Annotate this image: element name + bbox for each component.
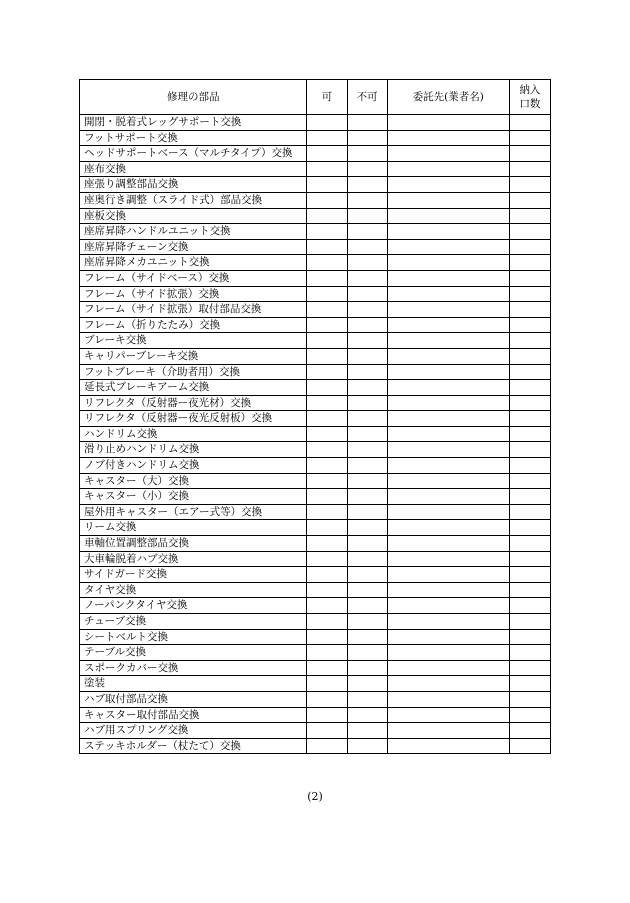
part-name-cell: スポークカバー交換 — [80, 660, 307, 676]
ng-check-cell[interactable] — [347, 255, 387, 271]
header-qty-line1: 納入 — [519, 84, 541, 96]
ok-check-cell[interactable] — [307, 442, 347, 458]
part-name-cell: 座席昇降ハンドルユニット交換 — [80, 224, 307, 240]
ng-check-cell[interactable] — [347, 598, 387, 614]
ok-check-cell[interactable] — [307, 333, 347, 349]
quantity-cell[interactable] — [509, 458, 550, 474]
vendor-cell[interactable] — [387, 317, 509, 333]
table-row — [80, 317, 551, 333]
part-name-cell: キャスター（小）交換 — [80, 489, 307, 505]
ok-check-cell[interactable] — [307, 645, 347, 661]
ng-check-cell[interactable] — [347, 567, 387, 583]
table-row — [80, 364, 551, 380]
ng-check-cell[interactable] — [347, 348, 387, 364]
ng-check-cell[interactable] — [347, 426, 387, 442]
quantity-cell[interactable] — [509, 629, 550, 645]
part-name-cell: ハブ取付部品交換 — [80, 691, 307, 707]
table-row — [80, 208, 551, 224]
ng-check-cell[interactable] — [347, 551, 387, 567]
vendor-cell[interactable] — [387, 723, 509, 739]
part-name-cell: リーム交換 — [80, 520, 307, 536]
ok-check-cell[interactable] — [307, 255, 347, 271]
quantity-cell[interactable] — [509, 333, 550, 349]
ok-check-cell[interactable] — [307, 551, 347, 567]
vendor-cell[interactable] — [387, 364, 509, 380]
vendor-cell[interactable] — [387, 520, 509, 536]
ok-check-cell[interactable] — [307, 520, 347, 536]
table-header-row — [80, 80, 551, 115]
ng-check-cell[interactable] — [347, 504, 387, 520]
quantity-cell[interactable] — [509, 582, 550, 598]
part-name-cell: ステッキホルダー（杖たて）交換 — [80, 738, 307, 754]
vendor-cell[interactable] — [387, 645, 509, 661]
quantity-cell[interactable] — [509, 567, 550, 583]
ok-check-cell[interactable] — [307, 317, 347, 333]
quantity-cell[interactable] — [509, 738, 550, 754]
table-row — [80, 333, 551, 349]
ok-check-cell[interactable] — [307, 707, 347, 723]
ok-check-cell[interactable] — [307, 582, 347, 598]
quantity-cell[interactable] — [509, 270, 550, 286]
ng-check-cell[interactable] — [347, 520, 387, 536]
part-name-cell: 延長式ブレーキアーム交換 — [80, 380, 307, 396]
part-name-cell: フットブレーキ（介助者用）交換 — [80, 364, 307, 380]
table-row — [80, 582, 551, 598]
ng-check-cell[interactable] — [347, 317, 387, 333]
part-name-cell: フットサポート交換 — [80, 130, 307, 146]
table-row — [80, 115, 551, 131]
ok-check-cell[interactable] — [307, 208, 347, 224]
table-row — [80, 567, 551, 583]
ok-check-cell[interactable] — [307, 348, 347, 364]
ng-check-cell[interactable] — [347, 395, 387, 411]
vendor-cell[interactable] — [387, 395, 509, 411]
part-name-cell: リフレクタ（反射器ー夜光反射板）交換 — [80, 411, 307, 427]
ok-check-cell[interactable] — [307, 614, 347, 630]
vendor-cell[interactable] — [387, 691, 509, 707]
part-name-cell: 屋外用キャスター（エアー式等）交換 — [80, 504, 307, 520]
part-name-cell: 座席昇降メカユニット交換 — [80, 255, 307, 271]
ok-check-cell[interactable] — [307, 489, 347, 505]
ok-check-cell[interactable] — [307, 676, 347, 692]
ok-check-cell[interactable] — [307, 302, 347, 318]
vendor-cell[interactable] — [387, 255, 509, 271]
vendor-cell[interactable] — [387, 239, 509, 255]
parts-repair-sheet — [79, 79, 551, 754]
ok-check-cell[interactable] — [307, 364, 347, 380]
table-row — [80, 551, 551, 567]
ng-check-cell[interactable] — [347, 270, 387, 286]
quantity-cell[interactable] — [509, 395, 550, 411]
quantity-cell[interactable] — [509, 660, 550, 676]
vendor-cell[interactable] — [387, 348, 509, 364]
vendor-cell[interactable] — [387, 598, 509, 614]
table-row — [80, 177, 551, 193]
quantity-cell[interactable] — [509, 115, 550, 131]
ng-check-cell[interactable] — [347, 224, 387, 240]
vendor-cell[interactable] — [387, 426, 509, 442]
part-name-cell: 塗装 — [80, 676, 307, 692]
table-row — [80, 239, 551, 255]
ok-check-cell[interactable] — [307, 536, 347, 552]
ng-check-cell[interactable] — [347, 676, 387, 692]
part-name-cell: ハブ用スプリング交換 — [80, 723, 307, 739]
ok-check-cell[interactable] — [307, 426, 347, 442]
part-name-cell: ブレーキ交換 — [80, 333, 307, 349]
ng-check-cell[interactable] — [347, 161, 387, 177]
ok-check-cell[interactable] — [307, 660, 347, 676]
vendor-cell[interactable] — [387, 333, 509, 349]
vendor-cell[interactable] — [387, 660, 509, 676]
quantity-cell[interactable] — [509, 192, 550, 208]
ok-check-cell[interactable] — [307, 629, 347, 645]
ng-check-cell[interactable] — [347, 660, 387, 676]
ok-check-cell[interactable] — [307, 146, 347, 162]
vendor-cell[interactable] — [387, 115, 509, 131]
vendor-cell[interactable] — [387, 707, 509, 723]
part-name-cell: フレーム（折りたたみ）交換 — [80, 317, 307, 333]
quantity-cell[interactable] — [509, 380, 550, 396]
vendor-cell[interactable] — [387, 536, 509, 552]
ng-check-cell[interactable] — [347, 536, 387, 552]
ng-check-cell[interactable] — [347, 364, 387, 380]
quantity-cell[interactable] — [509, 224, 550, 240]
page-number: (2) — [307, 790, 323, 803]
part-name-cell: ヘッドサポートベース（マルチタイプ）交換 — [80, 146, 307, 162]
header-ok: 可 — [307, 80, 347, 115]
quantity-cell[interactable] — [509, 536, 550, 552]
ok-check-cell[interactable] — [307, 473, 347, 489]
ng-check-cell[interactable] — [347, 489, 387, 505]
quantity-cell[interactable] — [509, 286, 550, 302]
table-row — [80, 130, 551, 146]
quantity-cell[interactable] — [509, 598, 550, 614]
ng-check-cell[interactable] — [347, 115, 387, 131]
ng-check-cell[interactable] — [347, 286, 387, 302]
quantity-cell[interactable] — [509, 442, 550, 458]
vendor-cell[interactable] — [387, 224, 509, 240]
quantity-cell[interactable] — [509, 364, 550, 380]
ng-check-cell[interactable] — [347, 473, 387, 489]
table-row — [80, 426, 551, 442]
ok-check-cell[interactable] — [307, 504, 347, 520]
ok-check-cell[interactable] — [307, 286, 347, 302]
header-qty-line2: 口数 — [519, 98, 541, 110]
vendor-cell[interactable] — [387, 177, 509, 193]
ok-check-cell[interactable] — [307, 270, 347, 286]
ng-check-cell[interactable] — [347, 707, 387, 723]
quantity-cell[interactable] — [509, 317, 550, 333]
table-row — [80, 520, 551, 536]
ok-check-cell[interactable] — [307, 691, 347, 707]
quantity-cell[interactable] — [509, 426, 550, 442]
quantity-cell[interactable] — [509, 520, 550, 536]
vendor-cell[interactable] — [387, 442, 509, 458]
ng-check-cell[interactable] — [347, 723, 387, 739]
table-row — [80, 286, 551, 302]
part-name-cell: 座張り調整部品交換 — [80, 177, 307, 193]
ng-check-cell[interactable] — [347, 177, 387, 193]
quantity-cell[interactable] — [509, 411, 550, 427]
table-row — [80, 348, 551, 364]
ng-check-cell[interactable] — [347, 239, 387, 255]
part-name-cell: リフレクタ（反射器ー夜光材）交換 — [80, 395, 307, 411]
quantity-cell[interactable] — [509, 255, 550, 271]
table-row — [80, 614, 551, 630]
header-qty — [509, 80, 550, 115]
ng-check-cell[interactable] — [347, 629, 387, 645]
table-row — [80, 302, 551, 318]
part-name-cell: 座奥行き調整（スライド式）部品交換 — [80, 192, 307, 208]
part-name-cell: フレーム（サイドベース）交換 — [80, 270, 307, 286]
vendor-cell[interactable] — [387, 738, 509, 754]
vendor-cell[interactable] — [387, 192, 509, 208]
part-name-cell: テーブル交換 — [80, 645, 307, 661]
ng-check-cell[interactable] — [347, 302, 387, 318]
vendor-cell[interactable] — [387, 582, 509, 598]
ok-check-cell[interactable] — [307, 161, 347, 177]
header-vendor: 委託先(業者名) — [387, 80, 509, 115]
vendor-cell[interactable] — [387, 130, 509, 146]
vendor-cell[interactable] — [387, 302, 509, 318]
ok-check-cell[interactable] — [307, 224, 347, 240]
quantity-cell[interactable] — [509, 130, 550, 146]
part-name-cell: 座板交換 — [80, 208, 307, 224]
table-row — [80, 598, 551, 614]
vendor-cell[interactable] — [387, 551, 509, 567]
quantity-cell[interactable] — [509, 691, 550, 707]
ok-check-cell[interactable] — [307, 567, 347, 583]
ng-check-cell[interactable] — [347, 208, 387, 224]
ng-check-cell[interactable] — [347, 411, 387, 427]
part-name-cell: キャリパーブレーキ交換 — [80, 348, 307, 364]
vendor-cell[interactable] — [387, 146, 509, 162]
ok-check-cell[interactable] — [307, 192, 347, 208]
part-name-cell: ノーパンクタイヤ交換 — [80, 598, 307, 614]
table-row — [80, 161, 551, 177]
table-row — [80, 536, 551, 552]
ng-check-cell[interactable] — [347, 146, 387, 162]
quantity-cell[interactable] — [509, 161, 550, 177]
table-row — [80, 723, 551, 739]
ok-check-cell[interactable] — [307, 395, 347, 411]
ok-check-cell[interactable] — [307, 598, 347, 614]
table-row — [80, 255, 551, 271]
quantity-cell[interactable] — [509, 723, 550, 739]
vendor-cell[interactable] — [387, 286, 509, 302]
quantity-cell[interactable] — [509, 676, 550, 692]
table-row — [80, 691, 551, 707]
part-name-cell: チューブ交換 — [80, 614, 307, 630]
table-row — [80, 504, 551, 520]
part-name-cell: 車軸位置調整部品交換 — [80, 536, 307, 552]
ng-check-cell[interactable] — [347, 380, 387, 396]
vendor-cell[interactable] — [387, 161, 509, 177]
ng-check-cell[interactable] — [347, 192, 387, 208]
part-name-cell: 開閉・脱着式レッグサポート交換 — [80, 115, 307, 131]
part-name-cell: フレーム（サイド拡張）交換 — [80, 286, 307, 302]
ok-check-cell[interactable] — [307, 177, 347, 193]
quantity-cell[interactable] — [509, 551, 550, 567]
ng-check-cell[interactable] — [347, 645, 387, 661]
table-row — [80, 676, 551, 692]
vendor-cell[interactable] — [387, 629, 509, 645]
quantity-cell[interactable] — [509, 302, 550, 318]
ok-check-cell[interactable] — [307, 115, 347, 131]
table-row — [80, 660, 551, 676]
table-row — [80, 707, 551, 723]
quantity-cell[interactable] — [509, 177, 550, 193]
part-name-cell: 座布交換 — [80, 161, 307, 177]
table-row — [80, 442, 551, 458]
vendor-cell[interactable] — [387, 614, 509, 630]
quantity-cell[interactable] — [509, 614, 550, 630]
part-name-cell: 滑り止めハンドリム交換 — [80, 442, 307, 458]
vendor-cell[interactable] — [387, 567, 509, 583]
vendor-cell[interactable] — [387, 489, 509, 505]
header-ng: 不可 — [347, 80, 387, 115]
quantity-cell[interactable] — [509, 489, 550, 505]
table-row — [80, 738, 551, 754]
ok-check-cell[interactable] — [307, 239, 347, 255]
table-row — [80, 411, 551, 427]
vendor-cell[interactable] — [387, 411, 509, 427]
vendor-cell[interactable] — [387, 380, 509, 396]
ng-check-cell[interactable] — [347, 614, 387, 630]
vendor-cell[interactable] — [387, 270, 509, 286]
vendor-cell[interactable] — [387, 473, 509, 489]
part-name-cell: フレーム（サイド拡張）取付部品交換 — [80, 302, 307, 318]
part-name-cell: キャスター取付部品交換 — [80, 707, 307, 723]
part-name-cell: キャスター（大）交換 — [80, 473, 307, 489]
vendor-cell[interactable] — [387, 676, 509, 692]
ok-check-cell[interactable] — [307, 411, 347, 427]
ok-check-cell[interactable] — [307, 130, 347, 146]
part-name-cell: シートベルト交換 — [80, 629, 307, 645]
header-part: 修理の部品 — [80, 80, 307, 115]
quantity-cell[interactable] — [509, 473, 550, 489]
quantity-cell[interactable] — [509, 146, 550, 162]
part-name-cell: 大車輪脱着ハブ交換 — [80, 551, 307, 567]
ng-check-cell[interactable] — [347, 333, 387, 349]
table-row — [80, 645, 551, 661]
vendor-cell[interactable] — [387, 208, 509, 224]
ng-check-cell[interactable] — [347, 130, 387, 146]
table-row — [80, 489, 551, 505]
quantity-cell[interactable] — [509, 239, 550, 255]
ng-check-cell[interactable] — [347, 582, 387, 598]
part-name-cell: タイヤ交換 — [80, 582, 307, 598]
part-name-cell: 座席昇降チェーン交換 — [80, 239, 307, 255]
ok-check-cell[interactable] — [307, 458, 347, 474]
quantity-cell[interactable] — [509, 504, 550, 520]
part-name-cell: ノブ付きハンドリム交換 — [80, 458, 307, 474]
table-row — [80, 146, 551, 162]
part-name-cell: サイドガード交換 — [80, 567, 307, 583]
table-row — [80, 270, 551, 286]
vendor-cell[interactable] — [387, 504, 509, 520]
table-row — [80, 192, 551, 208]
ng-check-cell[interactable] — [347, 442, 387, 458]
table-row — [80, 380, 551, 396]
ok-check-cell[interactable] — [307, 723, 347, 739]
ng-check-cell[interactable] — [347, 738, 387, 754]
ok-check-cell[interactable] — [307, 738, 347, 754]
ng-check-cell[interactable] — [347, 691, 387, 707]
ok-check-cell[interactable] — [307, 380, 347, 396]
quantity-cell[interactable] — [509, 707, 550, 723]
table-row — [80, 224, 551, 240]
table-row — [80, 629, 551, 645]
table-row — [80, 458, 551, 474]
part-name-cell: ハンドリム交換 — [80, 426, 307, 442]
quantity-cell[interactable] — [509, 645, 550, 661]
vendor-cell[interactable] — [387, 458, 509, 474]
table-row — [80, 473, 551, 489]
ng-check-cell[interactable] — [347, 458, 387, 474]
quantity-cell[interactable] — [509, 348, 550, 364]
table-row — [80, 395, 551, 411]
repair-parts-table — [79, 79, 551, 754]
quantity-cell[interactable] — [509, 208, 550, 224]
